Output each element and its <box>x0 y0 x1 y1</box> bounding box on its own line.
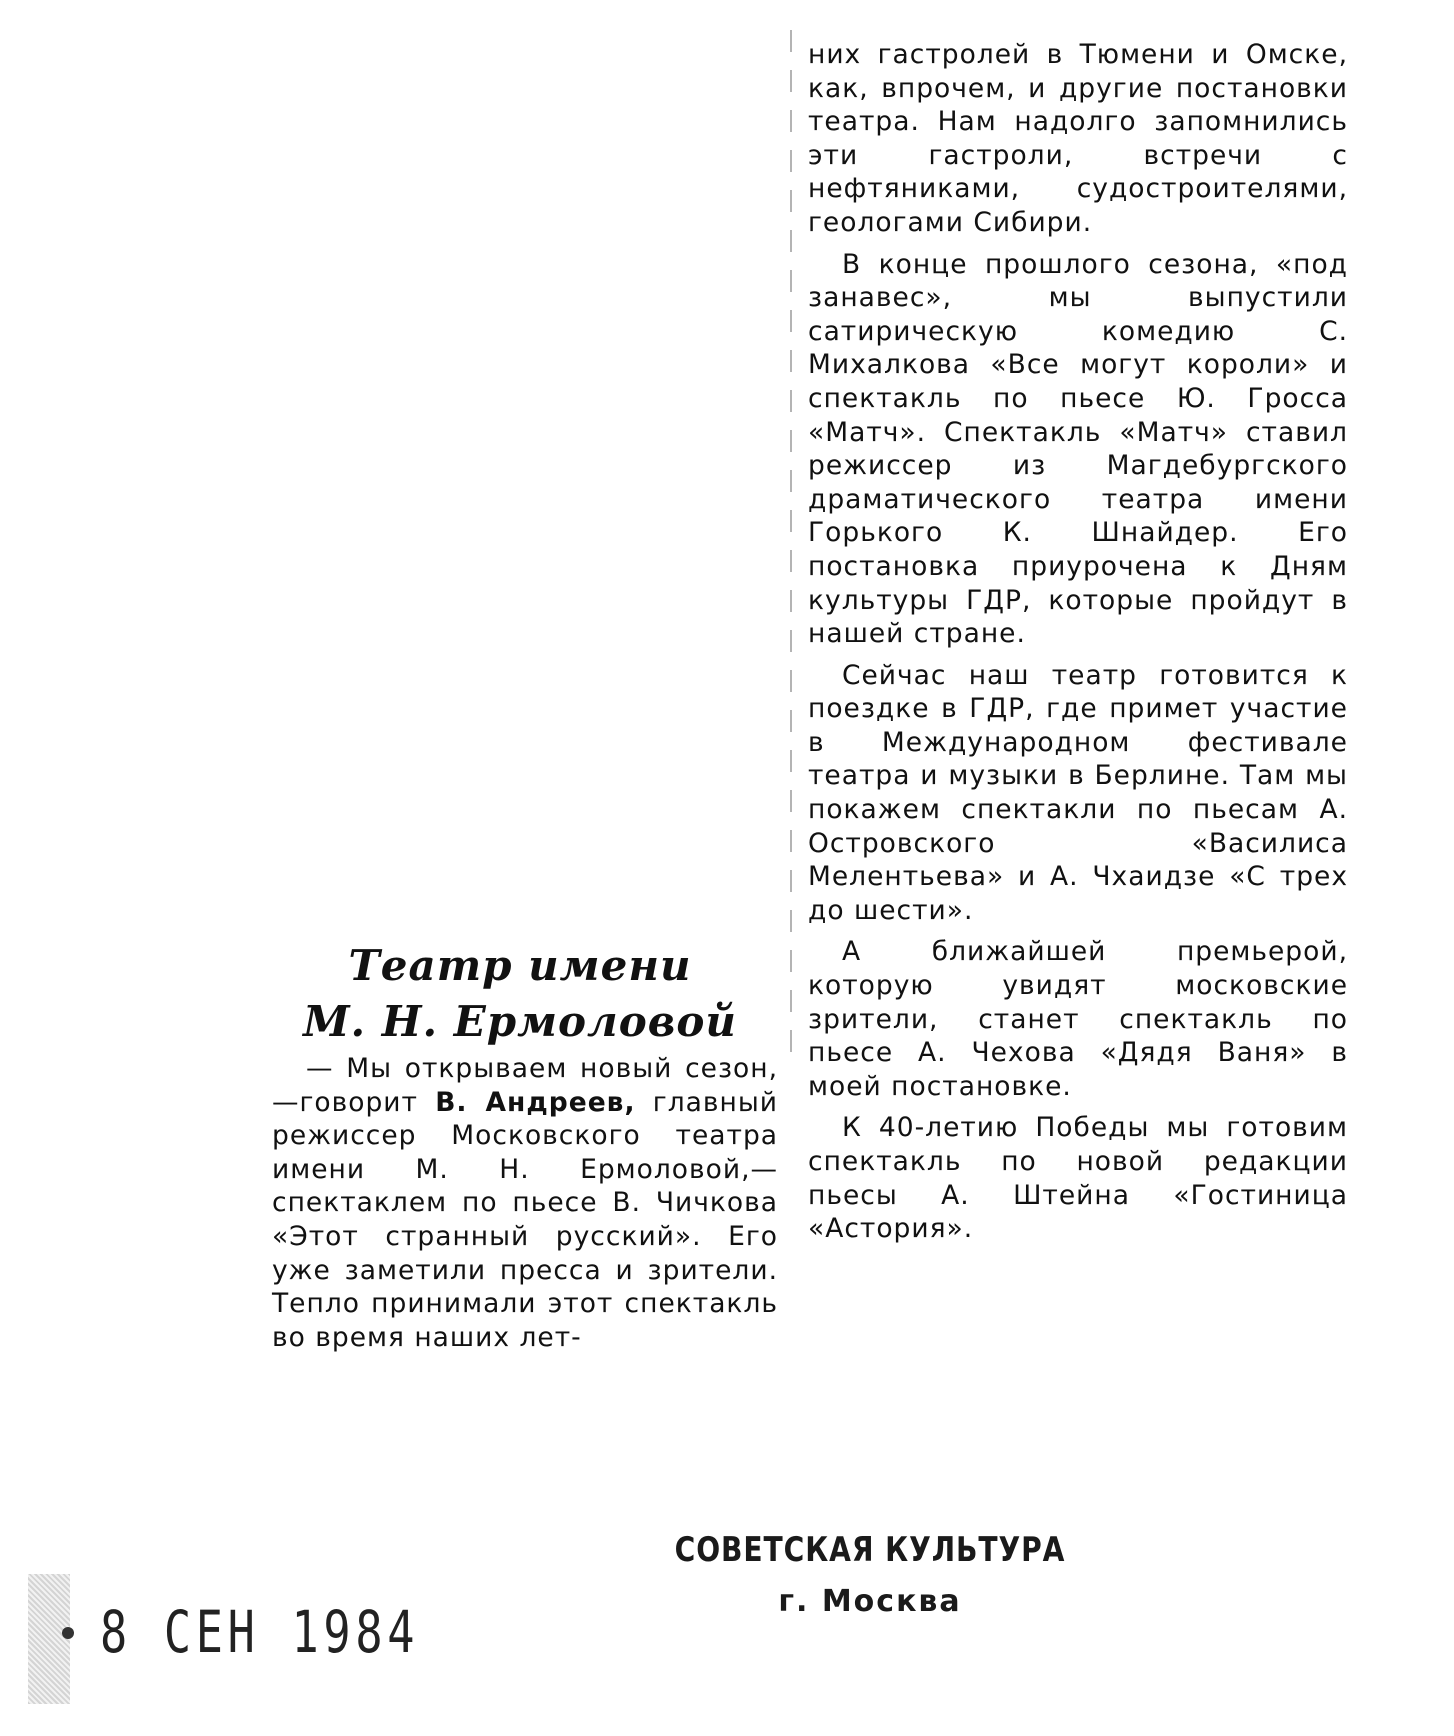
paragraph-last-season: В конце прошлого сезона, «под занавес», мы выпустили сатирическую комедию С. Михалкова «Все могут короли» и спектакль по пьесе Ю. Гросса «Матч». Спектакль «Матч» ставил режиссер из Магдебургского драматического театра имени Горького К. Шнайдер. Его постановка приурочена к Дням культуры ГДР, которые пройдут в нашей стране. <box>808 248 1348 650</box>
paragraph-victory-anniversary: К 40-летию Победы мы готовим спектакль по новой редакции пьесы А. Штейна «Гостиница «Астория». <box>808 1112 1348 1245</box>
paragraph-touring: них гастролей в Тюмени и Омске, как, впрочем, и другие постановки театра. Нам надолго запомнились эти гастроли, встречи с нефтяниками, судостроителями, геологами Сибири. <box>808 39 1348 238</box>
headline-line-1: Театр имени <box>348 941 692 990</box>
paragraph-gdr-trip: Сейчас наш театр готовится к поездке в ГДР, где примет участие в Международном фестивале театра и музыки в Берлине. Там мы покажем спектакли по пьесам А. Островского «Василиса Мелентьева» и А. Чхаидзе «С трех до шести». <box>808 659 1348 926</box>
newspaper-city: г. Москва <box>778 1584 962 1619</box>
opening-body: главный режиссер Московского театра имени М. Н. Ермоловой,— спектаклем по пьесе В. Чичкова «Этот странный русский». Его уже заметили пресса и зрители. Тепло принимали этот спектакль во время наших лет- <box>272 1086 778 1353</box>
newspaper-masthead <box>640 1530 1100 1619</box>
stamp-shade <box>28 1574 70 1704</box>
opening-intro: — Мы открываем новый сезон,—говорит <box>272 1053 778 1118</box>
article-left-column <box>272 1052 778 1362</box>
stamp-date: 8 СЕН 1984 <box>100 1598 420 1666</box>
stamp-dot <box>62 1627 74 1639</box>
speaker-name: В. Андреев, <box>435 1086 636 1118</box>
headline-line-2: М. Н. Ермоловой <box>303 997 737 1046</box>
date-stamp <box>28 1574 468 1704</box>
article-right-column <box>808 38 1348 1254</box>
article-headline <box>300 938 740 1050</box>
column-divider <box>790 30 792 1060</box>
paragraph-next-premiere: А ближайшей премьерой, которую увидят московские зрители, станет спектакль по пьесе А. Чехова «Дядя Ваня» в моей постановке. <box>808 936 1348 1102</box>
paragraph-opening <box>272 1052 778 1354</box>
newspaper-title: СОВЕТСКАЯ КУЛЬТУРА <box>674 1530 1066 1570</box>
